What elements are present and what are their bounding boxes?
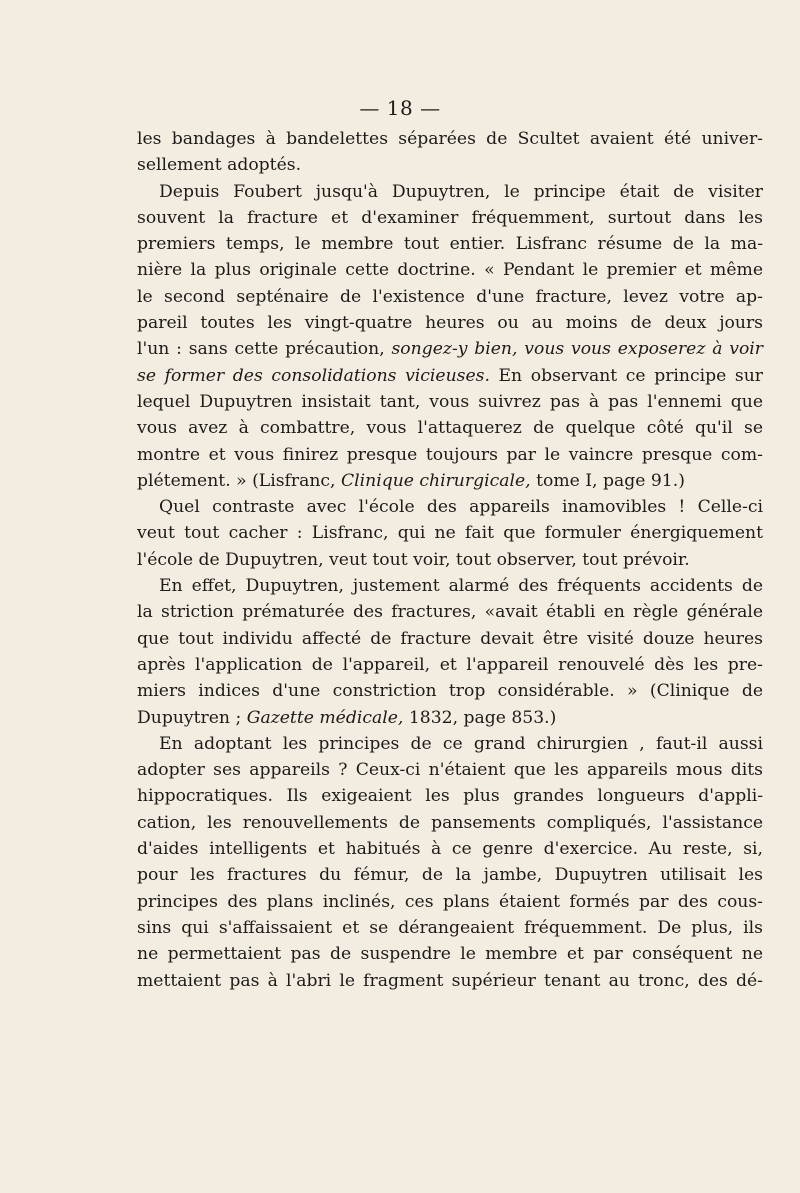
text-run: adopter ses appareils ? Ceux-ci n'étaient que les appareils mous dits: [137, 760, 763, 781]
text-line: [137, 652, 763, 678]
text-run: d'aides intelligents et habitués à ce genre d'exercice. Au reste, si,: [137, 839, 763, 860]
body-text: [137, 126, 763, 994]
text-run: les bandages à bandelettes séparées de Scultet avaient été univer-: [137, 129, 763, 149]
text-line: [137, 941, 763, 967]
text-line: [137, 205, 763, 231]
text-run: mettaient pas à l'abri le fragment supérieur tenant au tronc, des dé-: [137, 970, 763, 991]
text-line: [137, 862, 763, 888]
text-run: vous avez à combattre, vous l'attaquerez de quelque côté qu'il se: [137, 418, 763, 439]
text-line: [137, 126, 763, 152]
text-run: premiers temps, le membre tout entier. Lisfranc résume de la ma-: [137, 234, 763, 255]
text-run: En adoptant les principes de ce grand chirurgien , faut-il aussi: [159, 733, 763, 754]
text-run: tome I, page 91.): [530, 470, 685, 491]
text-line: [137, 547, 763, 573]
text-run: l'un : sans cette précaution,: [137, 339, 392, 360]
text-run: cation, les renouvellements de pansements compliqués, l'assistance: [137, 812, 763, 833]
text-run: le second septénaire de l'existence d'une fracture, levez votre ap-: [137, 286, 763, 307]
text-run: En observant ce principe sur: [489, 365, 763, 386]
page-number: — 18 —: [359, 96, 441, 120]
text-line: [137, 284, 763, 310]
text-line: [137, 626, 763, 652]
text-line: [137, 520, 763, 546]
text-line: [137, 442, 763, 468]
italic-text: songez-y bien, vous vous exposerez à voir: [391, 339, 764, 360]
text-line: [137, 889, 763, 915]
text-line: [137, 678, 763, 704]
text-line: [137, 573, 763, 599]
text-line: [137, 179, 763, 205]
text-run: plétement. » (Lisfranc,: [137, 470, 341, 491]
text-line: [137, 231, 763, 257]
text-line: [137, 389, 763, 415]
text-run: Depuis Foubert jusqu'à Dupuytren, le principe était de visiter: [159, 181, 763, 202]
text-run: lequel Dupuytren insistait tant, vous suivrez pas à pas l'ennemi que: [137, 391, 763, 412]
text-line: [137, 599, 763, 625]
text-run: ne permettaient pas de suspendre le membre et par conséquent ne: [137, 944, 763, 965]
text-run: nière la plus originale cette doctrine. « Pendant le premier et même: [137, 260, 763, 281]
text-run: Quel contraste avec l'école des appareils inamovibles ! Celle-ci: [159, 497, 763, 518]
text-line: [137, 915, 763, 941]
text-line: [137, 336, 763, 362]
text-run: 1832, page 853.): [403, 707, 557, 728]
text-line: [137, 310, 763, 336]
text-line: [137, 757, 763, 783]
text-run: miers indices d'une constriction trop considérable. » (Clinique de: [137, 681, 763, 702]
text-line: [137, 705, 763, 731]
text-line: [137, 783, 763, 809]
text-line: [137, 968, 763, 994]
text-run: après l'application de l'appareil, et l'appareil renouvelé dès les pre-: [137, 654, 763, 675]
text-run: Dupuytren ;: [137, 707, 247, 728]
italic-text: se former des consolidations vicieuses.: [137, 365, 490, 386]
text-run: hippocratiques. Ils exigeaient les plus grandes longueurs d'appli-: [137, 786, 763, 807]
text-run: la striction prématurée des fractures, «avait établi en règle générale: [137, 602, 763, 623]
text-run: veut tout cacher : Lisfranc, qui ne fait que formuler énergiquement: [137, 523, 763, 544]
text-run: montre et vous finirez presque toujours par le vaincre presque com-: [137, 444, 763, 465]
text-line: [137, 257, 763, 283]
text-line: [137, 836, 763, 862]
text-line: [137, 731, 763, 757]
text-line: [137, 468, 763, 494]
italic-text: Clinique chirurgicale,: [340, 470, 531, 491]
text-line: [137, 810, 763, 836]
text-run: souvent la fracture et d'examiner fréquemment, surtout dans les: [137, 207, 763, 228]
text-run: l'école de Dupuytren, veut tout voir, tout observer, tout prévoir.: [137, 549, 690, 570]
text-line: [137, 152, 763, 178]
text-run: principes des plans inclinés, ces plans étaient formés par des cous-: [137, 891, 763, 912]
text-run: sellement adoptés.: [137, 155, 302, 176]
text-run: pareil toutes les vingt-quatre heures ou au moins de deux jours: [137, 313, 763, 334]
text-run: En effet, Dupuytren, justement alarmé des fréquents accidents de: [159, 576, 763, 597]
text-line: [137, 363, 763, 389]
text-line: [137, 415, 763, 441]
text-run: que tout individu affecté de fracture devait être visité douze heures: [137, 628, 763, 649]
text-run: sins qui s'affaissaient et se dérangeaient fréquemment. De plus, ils: [137, 917, 763, 938]
italic-text: Gazette médicale,: [246, 707, 404, 728]
text-run: pour les fractures du fémur, de la jambe, Dupuytren utilisait les: [137, 865, 763, 886]
text-line: [137, 494, 763, 520]
